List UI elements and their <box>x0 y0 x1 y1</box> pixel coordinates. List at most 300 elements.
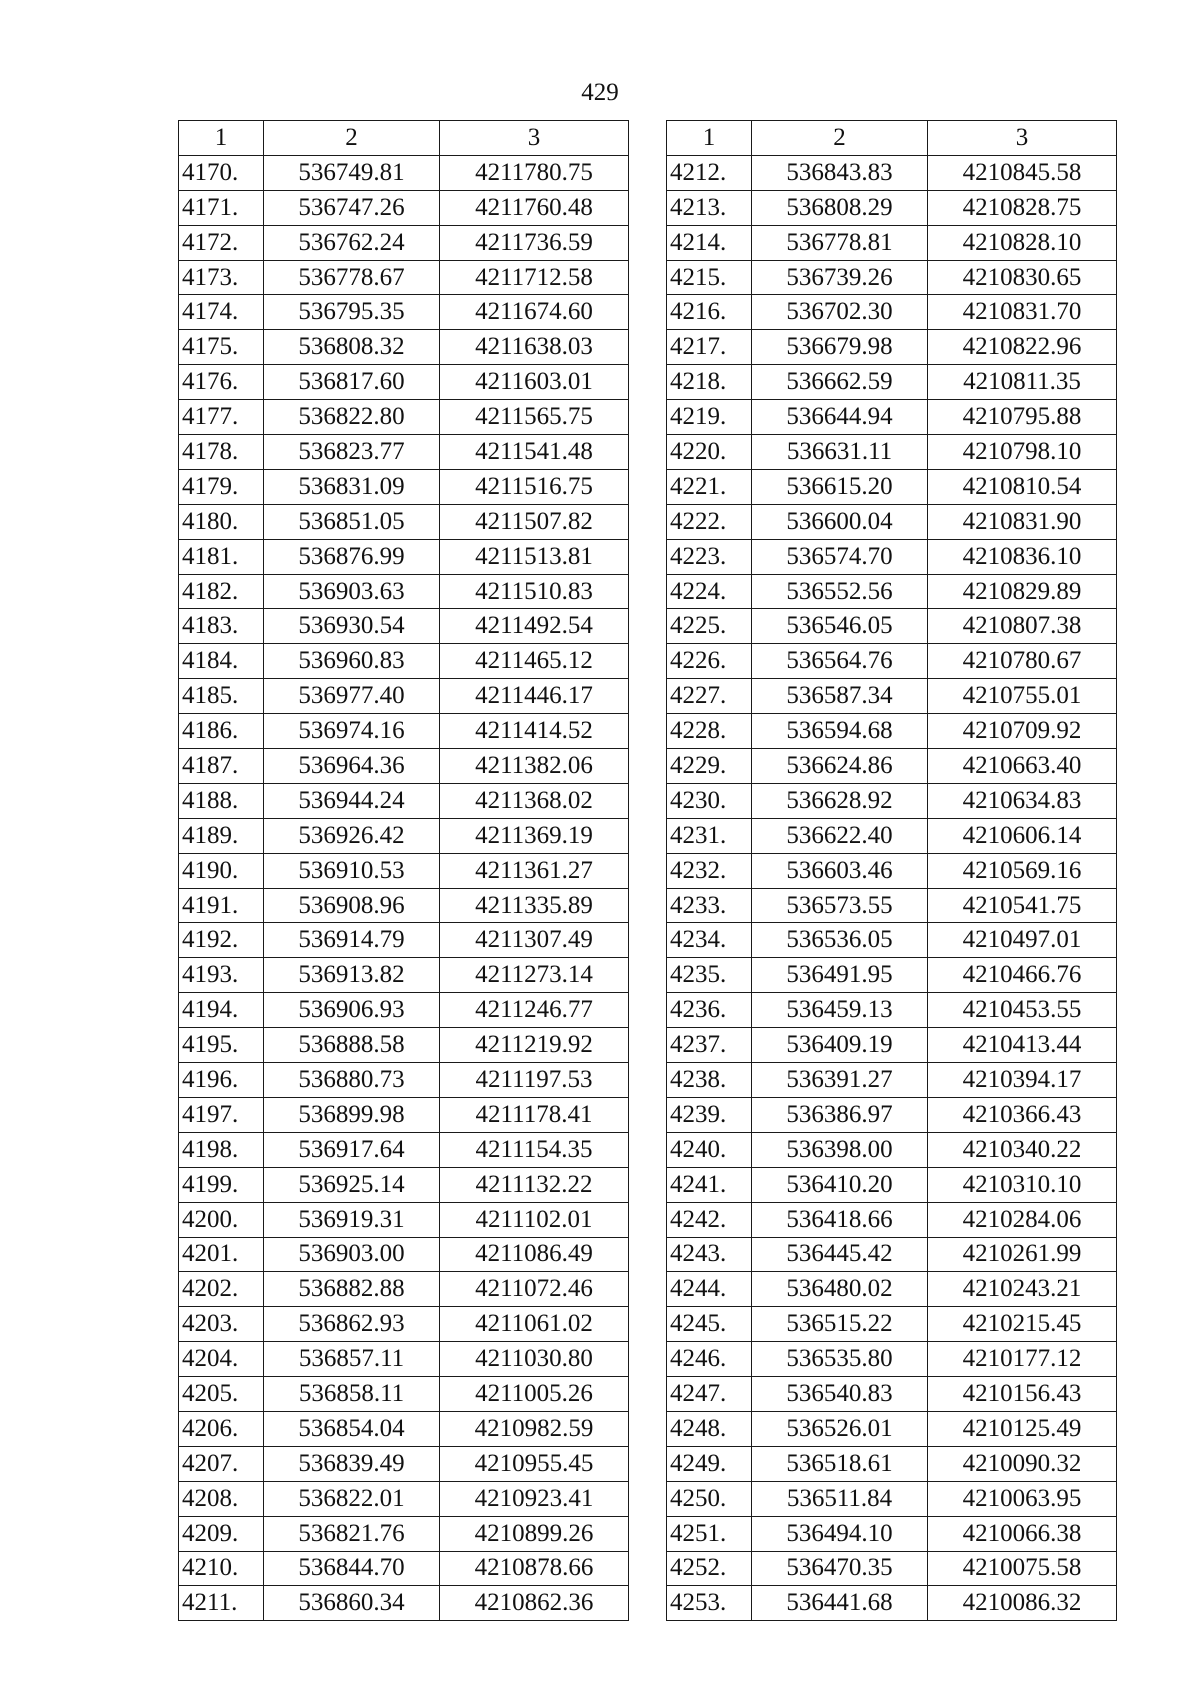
table-row <box>667 295 1117 330</box>
x-coordinate-cell: 536831.09 <box>264 469 440 504</box>
x-coordinate-cell: 536839.49 <box>264 1446 440 1481</box>
point-number-cell: 4231. <box>667 818 752 853</box>
point-number-cell: 4239. <box>667 1097 752 1132</box>
x-coordinate-cell: 536511.84 <box>752 1481 928 1516</box>
x-coordinate-cell: 536926.42 <box>264 818 440 853</box>
y-coordinate-cell: 4211414.52 <box>440 714 629 749</box>
point-number-cell: 4188. <box>179 783 264 818</box>
y-coordinate-cell: 4210394.17 <box>928 1063 1117 1098</box>
y-coordinate-cell: 4211219.92 <box>440 1028 629 1063</box>
point-number-cell: 4192. <box>179 923 264 958</box>
x-coordinate-cell: 536470.35 <box>752 1551 928 1586</box>
point-number-cell: 4174. <box>179 295 264 330</box>
point-number-cell: 4226. <box>667 644 752 679</box>
y-coordinate-cell: 4211513.81 <box>440 539 629 574</box>
y-coordinate-cell: 4211178.41 <box>440 1097 629 1132</box>
y-coordinate-cell: 4210878.66 <box>440 1551 629 1586</box>
y-coordinate-cell: 4210845.58 <box>928 155 1117 190</box>
point-number-cell: 4235. <box>667 958 752 993</box>
x-coordinate-cell: 536913.82 <box>264 958 440 993</box>
y-coordinate-cell: 4210125.49 <box>928 1411 1117 1446</box>
table-row <box>179 365 629 400</box>
table-row <box>179 1586 629 1621</box>
x-coordinate-cell: 536564.76 <box>752 644 928 679</box>
table-row <box>667 330 1117 365</box>
point-number-cell: 4197. <box>179 1097 264 1132</box>
y-coordinate-cell: 4210413.44 <box>928 1028 1117 1063</box>
table-row <box>667 1377 1117 1412</box>
y-coordinate-cell: 4211516.75 <box>440 469 629 504</box>
y-coordinate-cell: 4211154.35 <box>440 1132 629 1167</box>
y-coordinate-cell: 4210828.75 <box>928 190 1117 225</box>
table-row <box>667 1411 1117 1446</box>
table-row <box>179 1307 629 1342</box>
table-row <box>667 1237 1117 1272</box>
point-number-cell: 4191. <box>179 888 264 923</box>
x-coordinate-cell: 536679.98 <box>752 330 928 365</box>
point-number-cell: 4233. <box>667 888 752 923</box>
table-row <box>179 783 629 818</box>
table-row <box>667 1481 1117 1516</box>
y-coordinate-cell: 4211368.02 <box>440 783 629 818</box>
y-coordinate-cell: 4211102.01 <box>440 1202 629 1237</box>
y-coordinate-cell: 4210795.88 <box>928 400 1117 435</box>
y-coordinate-cell: 4210780.67 <box>928 644 1117 679</box>
table-row <box>179 853 629 888</box>
point-number-cell: 4215. <box>667 260 752 295</box>
table-row <box>667 504 1117 539</box>
y-coordinate-cell: 4210828.10 <box>928 225 1117 260</box>
x-coordinate-cell: 536644.94 <box>752 400 928 435</box>
table-row <box>667 1097 1117 1132</box>
point-number-cell: 4176. <box>179 365 264 400</box>
point-number-cell: 4237. <box>667 1028 752 1063</box>
x-coordinate-cell: 536795.35 <box>264 295 440 330</box>
table-row <box>179 749 629 784</box>
x-coordinate-cell: 536494.10 <box>752 1516 928 1551</box>
table-row <box>667 609 1117 644</box>
y-coordinate-cell: 4211492.54 <box>440 609 629 644</box>
x-coordinate-cell: 536552.56 <box>752 574 928 609</box>
point-number-cell: 4244. <box>667 1272 752 1307</box>
point-number-cell: 4210. <box>179 1551 264 1586</box>
table-row <box>179 644 629 679</box>
point-number-cell: 4240. <box>667 1132 752 1167</box>
table-row <box>179 1028 629 1063</box>
table-row <box>179 1097 629 1132</box>
point-number-cell: 4196. <box>179 1063 264 1098</box>
y-coordinate-cell: 4210261.99 <box>928 1237 1117 1272</box>
y-coordinate-cell: 4210923.41 <box>440 1481 629 1516</box>
y-coordinate-cell: 4210310.10 <box>928 1167 1117 1202</box>
point-number-cell: 4249. <box>667 1446 752 1481</box>
x-coordinate-cell: 536843.83 <box>752 155 928 190</box>
y-coordinate-cell: 4210177.12 <box>928 1342 1117 1377</box>
x-coordinate-cell: 536914.79 <box>264 923 440 958</box>
table-row <box>179 1551 629 1586</box>
coordinates-table-right <box>666 120 1117 1621</box>
table-row <box>667 958 1117 993</box>
table-row <box>667 679 1117 714</box>
point-number-cell: 4221. <box>667 469 752 504</box>
x-coordinate-cell: 536880.73 <box>264 1063 440 1098</box>
table-row <box>179 818 629 853</box>
point-number-cell: 4178. <box>179 435 264 470</box>
x-coordinate-cell: 536535.80 <box>752 1342 928 1377</box>
point-number-cell: 4205. <box>179 1377 264 1412</box>
point-number-cell: 4217. <box>667 330 752 365</box>
y-coordinate-cell: 4211541.48 <box>440 435 629 470</box>
x-coordinate-cell: 536574.70 <box>752 539 928 574</box>
y-coordinate-cell: 4210606.14 <box>928 818 1117 853</box>
point-number-cell: 4173. <box>179 260 264 295</box>
x-coordinate-cell: 536862.93 <box>264 1307 440 1342</box>
point-number-cell: 4245. <box>667 1307 752 1342</box>
table-row <box>667 1551 1117 1586</box>
point-number-cell: 4185. <box>179 679 264 714</box>
table-row <box>179 958 629 993</box>
y-coordinate-cell: 4211061.02 <box>440 1307 629 1342</box>
table-row <box>667 1028 1117 1063</box>
column-header-y: 3 <box>928 121 1117 156</box>
column-header-y: 3 <box>440 121 629 156</box>
point-number-cell: 4207. <box>179 1446 264 1481</box>
x-coordinate-cell: 536944.24 <box>264 783 440 818</box>
point-number-cell: 4214. <box>667 225 752 260</box>
x-coordinate-cell: 536573.55 <box>752 888 928 923</box>
y-coordinate-cell: 4211712.58 <box>440 260 629 295</box>
table-row <box>667 225 1117 260</box>
x-coordinate-cell: 536822.80 <box>264 400 440 435</box>
table-row <box>179 469 629 504</box>
table-row <box>667 1167 1117 1202</box>
x-coordinate-cell: 536600.04 <box>752 504 928 539</box>
table-row <box>667 783 1117 818</box>
point-number-cell: 4219. <box>667 400 752 435</box>
point-number-cell: 4230. <box>667 783 752 818</box>
x-coordinate-cell: 536778.81 <box>752 225 928 260</box>
x-coordinate-cell: 536409.19 <box>752 1028 928 1063</box>
y-coordinate-cell: 4210862.36 <box>440 1586 629 1621</box>
table-row <box>179 1342 629 1377</box>
point-number-cell: 4212. <box>667 155 752 190</box>
point-number-cell: 4177. <box>179 400 264 435</box>
point-number-cell: 4195. <box>179 1028 264 1063</box>
header-row <box>179 121 629 156</box>
table-row <box>667 1446 1117 1481</box>
table-row <box>667 888 1117 923</box>
x-coordinate-cell: 536441.68 <box>752 1586 928 1621</box>
y-coordinate-cell: 4210955.45 <box>440 1446 629 1481</box>
x-coordinate-cell: 536906.93 <box>264 993 440 1028</box>
x-coordinate-cell: 536808.29 <box>752 190 928 225</box>
y-coordinate-cell: 4211760.48 <box>440 190 629 225</box>
y-coordinate-cell: 4211446.17 <box>440 679 629 714</box>
table-row <box>667 1063 1117 1098</box>
y-coordinate-cell: 4210831.70 <box>928 295 1117 330</box>
table-row <box>179 574 629 609</box>
x-coordinate-cell: 536536.05 <box>752 923 928 958</box>
table-row <box>179 1481 629 1516</box>
point-number-cell: 4198. <box>179 1132 264 1167</box>
x-coordinate-cell: 536808.32 <box>264 330 440 365</box>
point-number-cell: 4251. <box>667 1516 752 1551</box>
x-coordinate-cell: 536518.61 <box>752 1446 928 1481</box>
x-coordinate-cell: 536622.40 <box>752 818 928 853</box>
x-coordinate-cell: 536391.27 <box>752 1063 928 1098</box>
point-number-cell: 4218. <box>667 365 752 400</box>
x-coordinate-cell: 536857.11 <box>264 1342 440 1377</box>
table-row <box>667 260 1117 295</box>
point-number-cell: 4189. <box>179 818 264 853</box>
y-coordinate-cell: 4210156.43 <box>928 1377 1117 1412</box>
table-row <box>179 539 629 574</box>
x-coordinate-cell: 536445.42 <box>752 1237 928 1272</box>
y-coordinate-cell: 4210830.65 <box>928 260 1117 295</box>
y-coordinate-cell: 4211072.46 <box>440 1272 629 1307</box>
y-coordinate-cell: 4211132.22 <box>440 1167 629 1202</box>
table-row <box>667 644 1117 679</box>
point-number-cell: 4208. <box>179 1481 264 1516</box>
table-row <box>667 469 1117 504</box>
column-header-number: 1 <box>179 121 264 156</box>
column-header-x: 2 <box>264 121 440 156</box>
point-number-cell: 4228. <box>667 714 752 749</box>
point-number-cell: 4187. <box>179 749 264 784</box>
point-number-cell: 4224. <box>667 574 752 609</box>
x-coordinate-cell: 536587.34 <box>752 679 928 714</box>
point-number-cell: 4236. <box>667 993 752 1028</box>
point-number-cell: 4211. <box>179 1586 264 1621</box>
table-row <box>179 225 629 260</box>
table-row <box>667 1202 1117 1237</box>
y-coordinate-cell: 4210066.38 <box>928 1516 1117 1551</box>
table-row <box>667 993 1117 1028</box>
y-coordinate-cell: 4211307.49 <box>440 923 629 958</box>
point-number-cell: 4203. <box>179 1307 264 1342</box>
y-coordinate-cell: 4210497.01 <box>928 923 1117 958</box>
y-coordinate-cell: 4211603.01 <box>440 365 629 400</box>
x-coordinate-cell: 536821.76 <box>264 1516 440 1551</box>
table-row <box>179 260 629 295</box>
point-number-cell: 4175. <box>179 330 264 365</box>
table-row <box>667 714 1117 749</box>
y-coordinate-cell: 4210798.10 <box>928 435 1117 470</box>
y-coordinate-cell: 4210755.01 <box>928 679 1117 714</box>
y-coordinate-cell: 4210075.58 <box>928 1551 1117 1586</box>
x-coordinate-cell: 536480.02 <box>752 1272 928 1307</box>
y-coordinate-cell: 4210466.76 <box>928 958 1117 993</box>
table-row <box>667 1132 1117 1167</box>
point-number-cell: 4204. <box>179 1342 264 1377</box>
point-number-cell: 4172. <box>179 225 264 260</box>
table-row <box>179 1272 629 1307</box>
table-row <box>179 1167 629 1202</box>
x-coordinate-cell: 536662.59 <box>752 365 928 400</box>
point-number-cell: 4194. <box>179 993 264 1028</box>
point-number-cell: 4216. <box>667 295 752 330</box>
table-row <box>179 295 629 330</box>
x-coordinate-cell: 536974.16 <box>264 714 440 749</box>
point-number-cell: 4227. <box>667 679 752 714</box>
table-row <box>179 1446 629 1481</box>
point-number-cell: 4184. <box>179 644 264 679</box>
point-number-cell: 4186. <box>179 714 264 749</box>
y-coordinate-cell: 4211780.75 <box>440 155 629 190</box>
point-number-cell: 4229. <box>667 749 752 784</box>
coordinates-table-left <box>178 120 629 1621</box>
point-number-cell: 4183. <box>179 609 264 644</box>
x-coordinate-cell: 536594.68 <box>752 714 928 749</box>
x-coordinate-cell: 536925.14 <box>264 1167 440 1202</box>
table-row <box>179 1202 629 1237</box>
y-coordinate-cell: 4211465.12 <box>440 644 629 679</box>
x-coordinate-cell: 536882.88 <box>264 1272 440 1307</box>
x-coordinate-cell: 536540.83 <box>752 1377 928 1412</box>
y-coordinate-cell: 4211197.53 <box>440 1063 629 1098</box>
y-coordinate-cell: 4210663.40 <box>928 749 1117 784</box>
x-coordinate-cell: 536624.86 <box>752 749 928 784</box>
point-number-cell: 4252. <box>667 1551 752 1586</box>
y-coordinate-cell: 4211246.77 <box>440 993 629 1028</box>
y-coordinate-cell: 4211674.60 <box>440 295 629 330</box>
table-row <box>179 993 629 1028</box>
point-number-cell: 4238. <box>667 1063 752 1098</box>
x-coordinate-cell: 536386.97 <box>752 1097 928 1132</box>
table-row <box>179 1516 629 1551</box>
x-coordinate-cell: 536858.11 <box>264 1377 440 1412</box>
point-number-cell: 4222. <box>667 504 752 539</box>
table-row <box>179 714 629 749</box>
table-row <box>179 155 629 190</box>
y-coordinate-cell: 4210453.55 <box>928 993 1117 1028</box>
x-coordinate-cell: 536908.96 <box>264 888 440 923</box>
point-number-cell: 4246. <box>667 1342 752 1377</box>
table-row <box>179 1377 629 1412</box>
y-coordinate-cell: 4210090.32 <box>928 1446 1117 1481</box>
y-coordinate-cell: 4210063.95 <box>928 1481 1117 1516</box>
table-row <box>179 923 629 958</box>
x-coordinate-cell: 536628.92 <box>752 783 928 818</box>
page-number: 429 <box>581 79 619 106</box>
y-coordinate-cell: 4210822.96 <box>928 330 1117 365</box>
x-coordinate-cell: 536546.05 <box>752 609 928 644</box>
point-number-cell: 4206. <box>179 1411 264 1446</box>
y-coordinate-cell: 4211565.75 <box>440 400 629 435</box>
y-coordinate-cell: 4211736.59 <box>440 225 629 260</box>
x-coordinate-cell: 536739.26 <box>752 260 928 295</box>
table-row <box>667 1586 1117 1621</box>
y-coordinate-cell: 4211273.14 <box>440 958 629 993</box>
table-row <box>667 435 1117 470</box>
y-coordinate-cell: 4210541.75 <box>928 888 1117 923</box>
y-coordinate-cell: 4210243.21 <box>928 1272 1117 1307</box>
column-header-number: 1 <box>667 121 752 156</box>
x-coordinate-cell: 536822.01 <box>264 1481 440 1516</box>
x-coordinate-cell: 536888.58 <box>264 1028 440 1063</box>
point-number-cell: 4199. <box>179 1167 264 1202</box>
point-number-cell: 4170. <box>179 155 264 190</box>
x-coordinate-cell: 536526.01 <box>752 1411 928 1446</box>
point-number-cell: 4209. <box>179 1516 264 1551</box>
x-coordinate-cell: 536917.64 <box>264 1132 440 1167</box>
x-coordinate-cell: 536515.22 <box>752 1307 928 1342</box>
point-number-cell: 4179. <box>179 469 264 504</box>
point-number-cell: 4242. <box>667 1202 752 1237</box>
table-row <box>179 679 629 714</box>
x-coordinate-cell: 536960.83 <box>264 644 440 679</box>
x-coordinate-cell: 536860.34 <box>264 1586 440 1621</box>
y-coordinate-cell: 4211030.80 <box>440 1342 629 1377</box>
point-number-cell: 4182. <box>179 574 264 609</box>
x-coordinate-cell: 536702.30 <box>752 295 928 330</box>
x-coordinate-cell: 536778.67 <box>264 260 440 295</box>
point-number-cell: 4247. <box>667 1377 752 1412</box>
y-coordinate-cell: 4211361.27 <box>440 853 629 888</box>
table-row <box>667 539 1117 574</box>
y-coordinate-cell: 4210366.43 <box>928 1097 1117 1132</box>
y-coordinate-cell: 4210811.35 <box>928 365 1117 400</box>
x-coordinate-cell: 536977.40 <box>264 679 440 714</box>
x-coordinate-cell: 536762.24 <box>264 225 440 260</box>
y-coordinate-cell: 4210215.45 <box>928 1307 1117 1342</box>
x-coordinate-cell: 536747.26 <box>264 190 440 225</box>
x-coordinate-cell: 536876.99 <box>264 539 440 574</box>
point-number-cell: 4220. <box>667 435 752 470</box>
table-row <box>179 504 629 539</box>
table-row <box>179 888 629 923</box>
table-row <box>667 1272 1117 1307</box>
point-number-cell: 4241. <box>667 1167 752 1202</box>
point-number-cell: 4200. <box>179 1202 264 1237</box>
y-coordinate-cell: 4211369.19 <box>440 818 629 853</box>
table-row <box>667 365 1117 400</box>
y-coordinate-cell: 4210982.59 <box>440 1411 629 1446</box>
y-coordinate-cell: 4210340.22 <box>928 1132 1117 1167</box>
x-coordinate-cell: 536398.00 <box>752 1132 928 1167</box>
table-row <box>179 609 629 644</box>
point-number-cell: 4225. <box>667 609 752 644</box>
x-coordinate-cell: 536749.81 <box>264 155 440 190</box>
table-row <box>179 330 629 365</box>
table-row <box>667 574 1117 609</box>
y-coordinate-cell: 4210829.89 <box>928 574 1117 609</box>
table-row <box>179 1132 629 1167</box>
x-coordinate-cell: 536631.11 <box>752 435 928 470</box>
table-row <box>667 1342 1117 1377</box>
y-coordinate-cell: 4210284.06 <box>928 1202 1117 1237</box>
y-coordinate-cell: 4210899.26 <box>440 1516 629 1551</box>
y-coordinate-cell: 4210086.32 <box>928 1586 1117 1621</box>
table-row <box>667 923 1117 958</box>
y-coordinate-cell: 4210634.83 <box>928 783 1117 818</box>
table-row <box>179 400 629 435</box>
table-row <box>179 1411 629 1446</box>
x-coordinate-cell: 536903.00 <box>264 1237 440 1272</box>
x-coordinate-cell: 536910.53 <box>264 853 440 888</box>
header-row <box>667 121 1117 156</box>
x-coordinate-cell: 536615.20 <box>752 469 928 504</box>
x-coordinate-cell: 536491.95 <box>752 958 928 993</box>
column-header-x: 2 <box>752 121 928 156</box>
y-coordinate-cell: 4210831.90 <box>928 504 1117 539</box>
table-row <box>667 155 1117 190</box>
point-number-cell: 4243. <box>667 1237 752 1272</box>
x-coordinate-cell: 536899.98 <box>264 1097 440 1132</box>
x-coordinate-cell: 536851.05 <box>264 504 440 539</box>
table-row <box>667 853 1117 888</box>
point-number-cell: 4234. <box>667 923 752 958</box>
